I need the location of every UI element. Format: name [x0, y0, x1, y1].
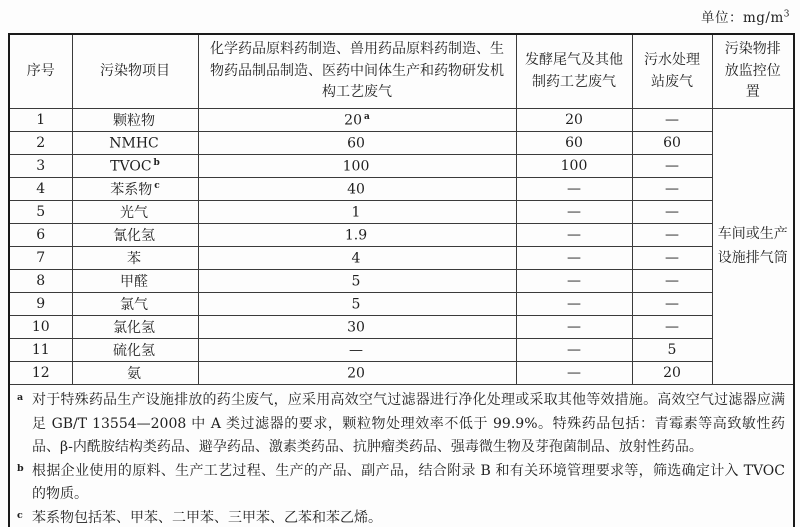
- table-row: [9, 339, 794, 362]
- row-number: 4: [9, 178, 72, 201]
- limit-wastewater-gas: 5: [632, 339, 712, 362]
- limit-fermentation-gas: —: [516, 178, 632, 201]
- limit-process-gas: 5: [198, 293, 516, 316]
- row-number: 5: [9, 201, 72, 224]
- pollutant-name: 氯气: [72, 293, 198, 316]
- limit-fermentation-gas: —: [516, 316, 632, 339]
- footnote-a-marker: a: [17, 392, 24, 404]
- limit-process-gas: 1.9: [198, 224, 516, 247]
- table-row: [9, 178, 794, 201]
- pollutant-name: 氯化氢: [72, 316, 198, 339]
- limit-process-gas: 20: [198, 362, 516, 385]
- row-number: 3: [9, 155, 72, 178]
- unit-label: [701, 6, 790, 26]
- process-gas-header: 化学药品原料药制造、兽用药品原料药制造、生物药品制品制造、医药中间体生产和药物研发机构工艺废气: [198, 34, 516, 109]
- limit-wastewater-gas: —: [632, 247, 712, 270]
- fermentation-gas-header: 发酵尾气及其他制药工艺废气: [516, 34, 632, 109]
- emission-limits-table: [8, 33, 795, 527]
- limit-fermentation-gas: —: [516, 270, 632, 293]
- monitoring-location-header: 污染物排放监控位置: [712, 34, 794, 109]
- row-number: 8: [9, 270, 72, 293]
- limit-wastewater-gas: 20: [632, 362, 712, 385]
- table-row: [9, 132, 794, 155]
- limit-process-gas: 20 $^a$: [198, 109, 516, 132]
- limit-process-gas: 1: [198, 201, 516, 224]
- row-number: 7: [9, 247, 72, 270]
- limit-wastewater-gas: —: [632, 109, 712, 132]
- footnote-c: [14, 507, 785, 527]
- table-row: [9, 155, 794, 178]
- pollutant-name: 氨: [72, 362, 198, 385]
- limit-fermentation-gas: 60: [516, 132, 632, 155]
- footnote-a-text: 对于特殊药品生产设施排放的药尘废气，应采用高效空气过滤器进行净化处理或采取其他等效措施。高效空气过滤器应满足 GB/T 13554—2008 中 A 类过滤器的要求，颗粒物处理效率不低于 99.9%。特殊药品包括：青霉素等高致敏性药品、β-内酰胺结构类药品、避孕药品、激素类药品、抗肿瘤类药品、强毒微生物及芽孢菌制品、放射性药品。: [32, 392, 785, 456]
- table-header-row: [9, 34, 794, 109]
- pollutant-name: NMHC: [72, 132, 198, 155]
- limit-process-gas: 100: [198, 155, 516, 178]
- limit-process-gas: 5: [198, 270, 516, 293]
- pollutant-name: 苯: [72, 247, 198, 270]
- monitoring-location-line1: 车间或生产: [717, 225, 788, 242]
- footnote-b-text: 根据企业使用的原料、生产工艺过程、生产的产品、副产品，结合附录 B 和有关环境管理要求等，筛选确定计入 TVOC 的物质。: [32, 462, 785, 503]
- limit-fermentation-gas: —: [516, 293, 632, 316]
- limit-wastewater-gas: —: [632, 270, 712, 293]
- limit-wastewater-gas: 60: [632, 132, 712, 155]
- limit-fermentation-gas: —: [516, 224, 632, 247]
- table-row: [9, 247, 794, 270]
- wastewater-gas-header: 污水处理站废气: [632, 34, 712, 109]
- row-number: 6: [9, 224, 72, 247]
- serial-number-header: 序号: [9, 34, 72, 109]
- limit-wastewater-gas: —: [632, 224, 712, 247]
- table-row: [9, 293, 794, 316]
- table-row: [9, 201, 794, 224]
- pollutant-name: 颗粒物: [72, 109, 198, 132]
- table-row: [9, 362, 794, 385]
- pollutant-header: 污染物项目: [72, 34, 198, 109]
- footnote-c-marker: c: [17, 509, 23, 521]
- row-number: 1: [9, 109, 72, 132]
- footnote-b-marker: b: [17, 462, 24, 474]
- limit-process-gas: 60: [198, 132, 516, 155]
- pollutant-name: 甲醛: [72, 270, 198, 293]
- limit-fermentation-gas: —: [516, 339, 632, 362]
- footnote-c-text: 苯系物包括苯、甲苯、二甲苯、三甲苯、乙苯和苯乙烯。: [32, 509, 382, 526]
- limit-process-gas: 40: [198, 178, 516, 201]
- limit-wastewater-gas: —: [632, 316, 712, 339]
- limit-fermentation-gas: 100: [516, 155, 632, 178]
- footnote-b: [14, 460, 785, 507]
- unit-value: mg/m: [742, 10, 784, 26]
- monitoring-location-line2: 设施排气筒: [717, 249, 788, 266]
- unit-exponent: 3: [783, 9, 790, 20]
- row-number: 12: [9, 362, 72, 385]
- limit-fermentation-gas: —: [516, 362, 632, 385]
- row-number: 9: [9, 293, 72, 316]
- limit-wastewater-gas: —: [632, 201, 712, 224]
- limit-fermentation-gas: —: [516, 247, 632, 270]
- pollutant-name: TVOC $^b$: [72, 155, 198, 178]
- pollutant-name: 硫化氢: [72, 339, 198, 362]
- table-row: [9, 224, 794, 247]
- table-row: [9, 109, 794, 132]
- limit-fermentation-gas: 20: [516, 109, 632, 132]
- limit-wastewater-gas: —: [632, 155, 712, 178]
- table-row: [9, 316, 794, 339]
- pollutant-name: 苯系物 $^c$: [72, 178, 198, 201]
- limit-process-gas: 30: [198, 316, 516, 339]
- limit-wastewater-gas: —: [632, 293, 712, 316]
- pollutant-name: 光气: [72, 201, 198, 224]
- limit-wastewater-gas: —: [632, 178, 712, 201]
- limit-process-gas: —: [198, 339, 516, 362]
- unit-prefix: 单位：: [700, 10, 743, 26]
- row-number: 10: [9, 316, 72, 339]
- table-row: [9, 270, 794, 293]
- pollutant-name: 氰化氢: [72, 224, 198, 247]
- footnotes-cell: [9, 385, 794, 527]
- footnotes-row: [9, 385, 794, 527]
- row-number: 2: [9, 132, 72, 155]
- limit-fermentation-gas: —: [516, 201, 632, 224]
- row-number: 11: [9, 339, 72, 362]
- monitoring-location-cell: [712, 109, 794, 385]
- limit-process-gas: 4: [198, 247, 516, 270]
- footnote-a: [14, 389, 785, 460]
